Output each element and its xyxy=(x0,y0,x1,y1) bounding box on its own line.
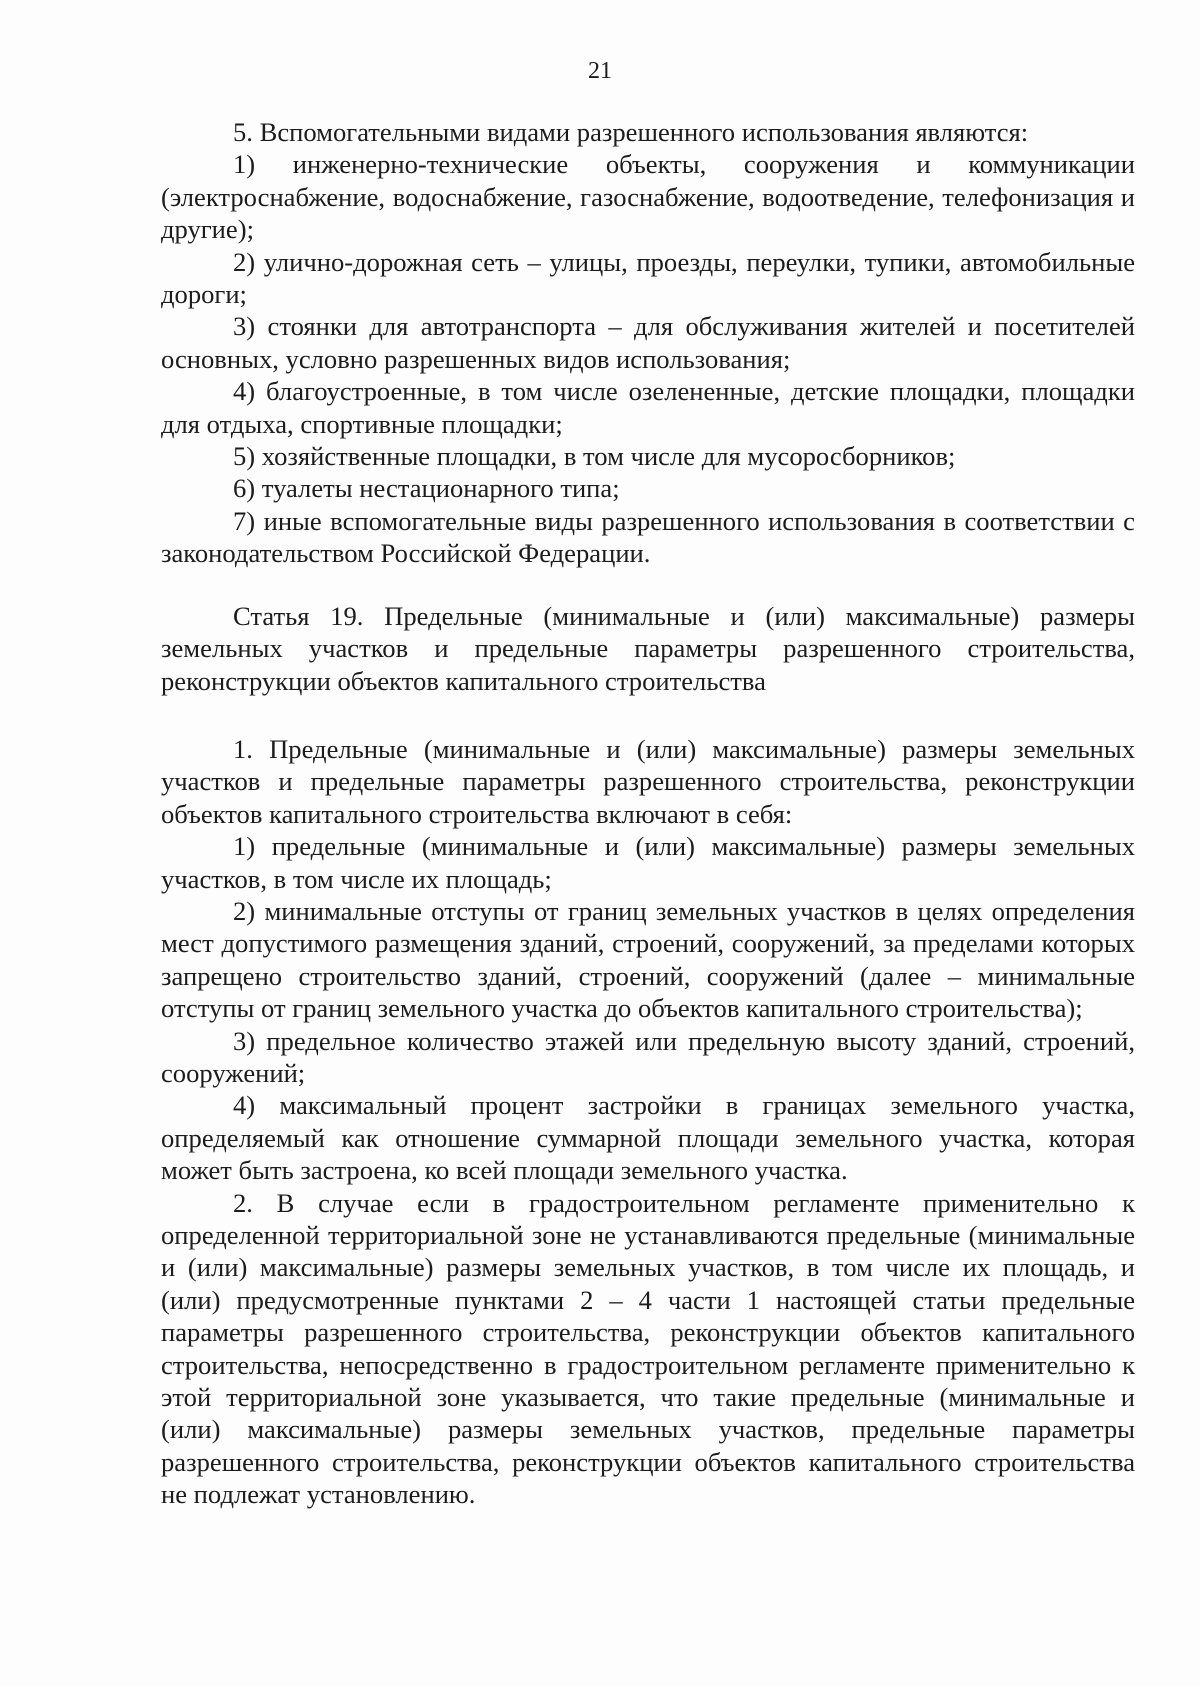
article-heading: Статья 19. Предельные (минимальные и (или) максимальные) размеры земельных участков и предельные параметры разрешенного строительства, реконструкции объектов капитального строительства xyxy=(161,600,1135,696)
paragraph-5-intro: 5. Вспомогательными видами разрешенного использования являются: xyxy=(233,117,1029,147)
list-item-b2: 2) минимальные отступы от границ земельных участков в целях определения мест допустимого размещения зданий, строений, сооружений, за пределами которых запрещено строительство зданий, строений, сооружений (далее – минимальные отступы от границ земельного участка до объектов капитального строительства); xyxy=(161,895,1135,1024)
paragraph-1-intro: 1. Предельные (минимальные и (или) максимальные) размеры земельных участков и предельные параметры разрешенного строительства, реконструкции объектов капитального строительства включают в себя: xyxy=(161,733,1135,829)
list-item-a7: 7) иные вспомогательные виды разрешенного использования в соответствии с законодательством Российской Федерации. xyxy=(161,505,1135,569)
list-item-a3: 3) стоянки для автотранспорта – для обслуживания жителей и посетителей основных, условно разрешенных видов использования; xyxy=(161,311,1135,374)
list-item-a4: 4) благоустроенные, в том числе озелененные, детские площадки, площадки для отдыха, спортивные площадки; xyxy=(161,376,1135,439)
spacer xyxy=(161,697,1135,733)
paragraph-2: 2. В случае если в градостроительном регламенте применительно к определенной территориальной зоне не устанавливаются предельные (минимальные и (или) максимальные) размеры земельных участков, в том числе их площадь, и (или) предусмотренные пунктами 2 – 4 части 1 настоящей статьи предельные параметры разрешенного строительства, реконструкции объектов капитального строительства, непосредственно в градостроительном регламенте применительно к этой территориальной зоне указывается, что такие предельные (минимальные и (или) максимальные) размеры земельных участков, предельные параметры разрешенного строительства, реконструкции объектов капитального строительства не подлежат установлению. xyxy=(161,1187,1135,1510)
list-item-b4: 4) максимальный процент застройки в границах земельного участка, определяемый как отношение суммарной площади земельного участка, которая может быть застроена, ко всей площади земельного участка. xyxy=(161,1090,1135,1186)
list-item-b1: 1) предельные (минимальные и (или) максимальные) размеры земельных участков, в том числе их площадь; xyxy=(161,831,1135,894)
list-item-a1: 1) инженерно-технические объекты, сооружения и коммуникации (электроснабжение, водоснабжение, газоснабжение, водоотведение, телефонизация и другие); xyxy=(161,149,1135,245)
list-item-a5: 5) хозяйственные площадки, в том числе для мусоросборников; xyxy=(233,441,956,472)
list-item-a6: 6) туалеты нестационарного типа; xyxy=(233,473,620,504)
spacer xyxy=(161,570,1135,600)
list-item-a2: 2) улично-дорожная сеть – улицы, проезды, переулки, тупики, автомобильные дороги; xyxy=(161,246,1135,310)
document-body xyxy=(161,116,1135,1511)
page-number: 21 xyxy=(588,58,612,84)
list-item-b3: 3) предельное количество этажей или предельную высоту зданий, строений, сооружений; xyxy=(161,1025,1135,1088)
